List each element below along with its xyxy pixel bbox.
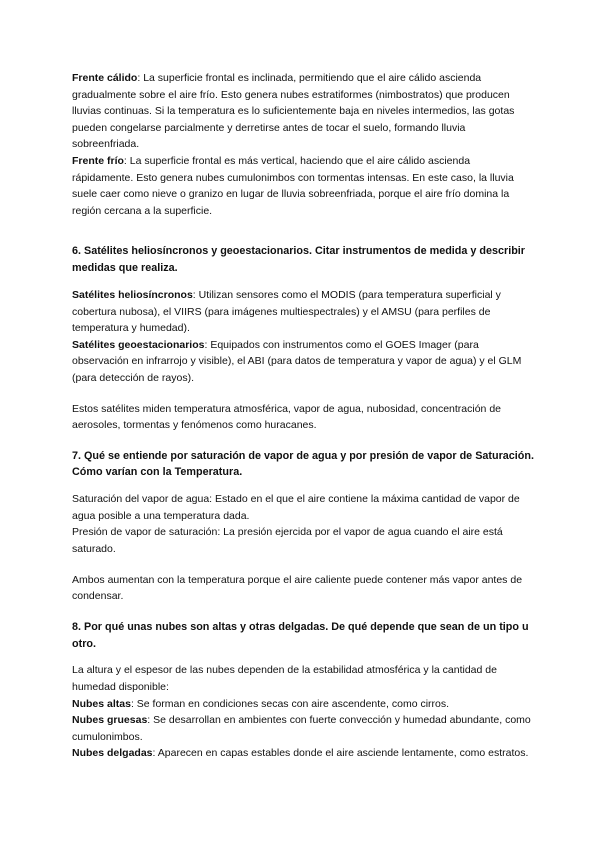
thin-clouds-text: : Aparecen en capas estables donde el aire asciende lentamente, como estratos. xyxy=(152,747,529,760)
warm-front-term: Frente cálido xyxy=(72,72,138,84)
geo-satellites-paragraph xyxy=(72,337,534,387)
section-8-heading: 8. Por qué unas nubes son altas y otras delgadas. De qué depende que sean de un tipo u otro. xyxy=(72,620,529,650)
warm-front-paragraph xyxy=(72,70,534,153)
high-clouds-term: Nubes altas xyxy=(72,697,131,710)
helio-satellites-term: Satélites heliosíncronos xyxy=(72,288,193,301)
saturation-definition: Saturación del vapor de agua: Estado en el que el aire contiene la máxima cantidad de vapor de agua posible a una temperatura dada. xyxy=(72,493,520,522)
section-6-heading: 6. Satélites heliosíncronos y geoestacionarios. Citar instrumentos de medida y describir medidas que realiza. xyxy=(72,245,526,275)
clouds-intro: La altura y el espesor de las nubes dependen de la estabilidad atmosférica y la cantidad de humedad disponible: xyxy=(72,664,497,694)
cold-front-text: : La superficie frontal es más vertical, haciendo que el aire cálido ascienda rápidamente. Esto genera nubes cumulonimbos con tormentas intensas. En este caso, la lluvia suele caer como nieve o granizo en lugar de lluvia sobreenfriada, porque el aire frío domina la región cercana a la superficie. xyxy=(72,154,514,217)
saturation-summary: Ambos aumentan con la temperatura porque el aire caliente puede contener más vapor antes de condensar. xyxy=(72,573,523,603)
high-clouds-text: : Se forman en condiciones secas con aire ascendente, como cirros. xyxy=(130,697,450,710)
cold-front-paragraph xyxy=(72,153,534,219)
thick-clouds-term: Nubes gruesas xyxy=(72,714,148,727)
helio-satellites-text: : Utilizan sensores como el MODIS (para temperatura superficial y cobertura nubosa), el VIIRS (para imágenes multiespectrales) y el AMSU (para perfiles de temperatura y humedad). xyxy=(72,288,501,335)
satellites-summary: Estos satélites miden temperatura atmosférica, vapor de agua, nubosidad, concentración de aerosoles, tormentas y fenómenos como huracanes. xyxy=(72,402,501,432)
thick-clouds-paragraph xyxy=(72,712,534,745)
vapor-pressure-definition: Presión de vapor de saturación: La presión ejercida por el vapor de agua cuando el aire está saturado. xyxy=(72,526,503,556)
high-clouds-paragraph xyxy=(72,696,534,713)
section-7-heading: 7. Qué se entiende por saturación de vapor de agua y por presión de vapor de Saturación. Cómo varían con la Temperatura. xyxy=(72,449,534,479)
thin-clouds-term: Nubes delgadas xyxy=(72,747,153,760)
geo-satellites-term: Satélites geoestacionarios xyxy=(72,338,205,351)
thick-clouds-text: : Se desarrollan en ambientes con fuerte convección y humedad abundante, como cumulonimbos. xyxy=(72,714,531,743)
document-page xyxy=(72,70,534,762)
cold-front-term: Frente frío xyxy=(72,154,124,167)
thin-clouds-paragraph xyxy=(72,745,534,762)
helio-satellites-paragraph xyxy=(72,287,534,337)
warm-front-text: : La superficie frontal es inclinada, permitiendo que el aire cálido ascienda gradualmente sobre el aire frío. Esto genera nubes estratiformes (nimbostratos) que producen lluvias continuas. Si la temperatura es lo suficientemente baja en niveles intermedios, las gotas pueden congelarse parcialmente y derretirse antes de tocar el suelo, formando lluvia sobreenfriada. xyxy=(72,72,515,151)
geo-satellites-text: : Equipados con instrumentos como el GOES Imager (para observación en infrarrojo y visible), el ABI (para datos de temperatura y vapor de agua) y el GLM (para detección de rayos). xyxy=(72,338,522,384)
